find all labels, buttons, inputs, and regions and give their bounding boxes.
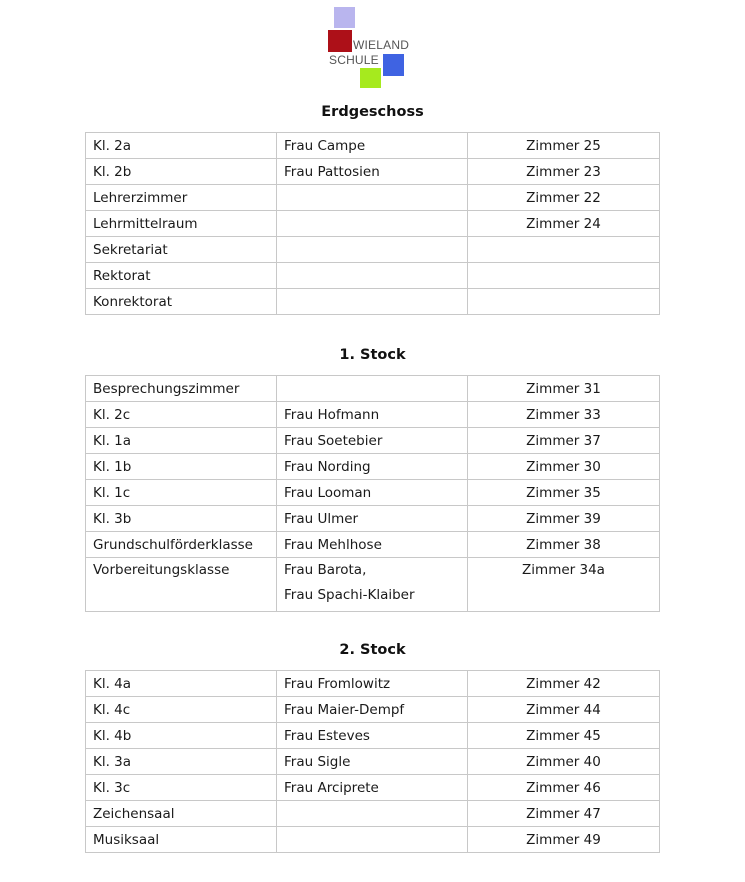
room-number-cell — [468, 263, 660, 289]
room-number-cell: Zimmer 44 — [468, 697, 660, 723]
logo-green-square — [360, 68, 381, 88]
table-row — [86, 428, 660, 454]
table-row — [86, 532, 660, 558]
room-number-cell: Zimmer 23 — [468, 159, 660, 185]
teacher-cell: Frau Maier-Dempf — [277, 697, 468, 723]
table-row — [86, 697, 660, 723]
room-number-cell: Zimmer 42 — [468, 671, 660, 697]
table-row — [86, 211, 660, 237]
teacher-cell — [277, 801, 468, 827]
room-number-cell: Zimmer 40 — [468, 749, 660, 775]
room-cell: Lehrmittelraum — [86, 211, 277, 237]
table-row — [86, 723, 660, 749]
logo-text-schule: SCHULE — [329, 53, 379, 67]
room-table-ground — [85, 132, 660, 315]
room-cell: Kl. 1b — [86, 454, 277, 480]
floor-heading-second: 2. Stock — [339, 642, 406, 658]
room-table-second — [85, 670, 660, 853]
table-row — [86, 775, 660, 801]
teacher-cell — [277, 376, 468, 402]
teacher-cell: Frau Sigle — [277, 749, 468, 775]
table-row — [86, 133, 660, 159]
room-cell: Kl. 3b — [86, 506, 277, 532]
logo-red-square — [328, 30, 352, 52]
room-cell: Kl. 4a — [86, 671, 277, 697]
teacher-cell: Frau Campe — [277, 133, 468, 159]
teacher-cell: Frau Ulmer — [277, 506, 468, 532]
room-number-cell: Zimmer 45 — [468, 723, 660, 749]
room-number-cell: Zimmer 39 — [468, 506, 660, 532]
table-row — [86, 827, 660, 853]
table-row — [86, 454, 660, 480]
table-row — [86, 558, 660, 612]
room-number-cell: Zimmer 24 — [468, 211, 660, 237]
room-number-cell — [468, 237, 660, 263]
teacher-cell: Frau Mehlhose — [277, 532, 468, 558]
room-number-cell: Zimmer 33 — [468, 402, 660, 428]
room-cell: Grundschulförderklasse — [86, 532, 277, 558]
room-cell: Kl. 2c — [86, 402, 277, 428]
teacher-cell — [277, 263, 468, 289]
teacher-name: Frau Barota, — [284, 562, 367, 578]
teacher-cell — [277, 237, 468, 263]
room-cell: Zeichensaal — [86, 801, 277, 827]
room-cell: Sekretariat — [86, 237, 277, 263]
room-cell: Rektorat — [86, 263, 277, 289]
room-number-cell: Zimmer 35 — [468, 480, 660, 506]
table-row — [86, 237, 660, 263]
teacher-cell: Frau Nording — [277, 454, 468, 480]
table-row — [86, 159, 660, 185]
room-number-cell: Zimmer 22 — [468, 185, 660, 211]
floor-heading-ground: Erdgeschoss — [321, 104, 424, 120]
table-row — [86, 402, 660, 428]
room-cell: Kl. 3a — [86, 749, 277, 775]
table-row — [86, 376, 660, 402]
room-cell: Kl. 1c — [86, 480, 277, 506]
teacher-cell — [277, 185, 468, 211]
table-row — [86, 263, 660, 289]
room-number-cell: Zimmer 46 — [468, 775, 660, 801]
logo-blue-square — [383, 54, 404, 76]
school-logo — [327, 4, 419, 90]
room-number-cell: Zimmer 31 — [468, 376, 660, 402]
table-row — [86, 506, 660, 532]
room-cell: Besprechungszimmer — [86, 376, 277, 402]
room-cell: Musiksaal — [86, 827, 277, 853]
room-cell: Kl. 2b — [86, 159, 277, 185]
room-number-cell — [468, 558, 660, 612]
room-number-cell: Zimmer 38 — [468, 532, 660, 558]
room-cell: Kl. 4c — [86, 697, 277, 723]
logo-text-wieland: WIELAND — [353, 38, 410, 52]
room-label: Vorbereitungsklasse — [93, 562, 230, 578]
room-cell: Kl. 2a — [86, 133, 277, 159]
teacher-cell: Frau Hofmann — [277, 402, 468, 428]
room-number-cell: Zimmer 37 — [468, 428, 660, 454]
room-cell: Lehrerzimmer — [86, 185, 277, 211]
teacher-cell: Frau Soetebier — [277, 428, 468, 454]
room-table-first — [85, 375, 660, 612]
teacher-cell — [277, 827, 468, 853]
room-cell: Kl. 3c — [86, 775, 277, 801]
teacher-cell: Frau Pattosien — [277, 159, 468, 185]
table-row — [86, 749, 660, 775]
table-row — [86, 671, 660, 697]
room-cell — [86, 558, 277, 612]
room-number-label: Zimmer 34a — [522, 562, 605, 578]
room-cell: Kl. 1a — [86, 428, 277, 454]
room-number-cell — [468, 289, 660, 315]
logo-lavender-square — [334, 7, 355, 28]
room-number-cell: Zimmer 49 — [468, 827, 660, 853]
room-cell: Kl. 4b — [86, 723, 277, 749]
table-row — [86, 185, 660, 211]
room-number-cell: Zimmer 47 — [468, 801, 660, 827]
teacher-cell — [277, 211, 468, 237]
table-row — [86, 480, 660, 506]
teacher-cell: Frau Esteves — [277, 723, 468, 749]
teacher-cell: Frau Arciprete — [277, 775, 468, 801]
teacher-cell — [277, 289, 468, 315]
room-number-cell: Zimmer 30 — [468, 454, 660, 480]
teacher-name-second: Frau Spachi-Klaiber — [284, 587, 415, 603]
teacher-cell: Frau Looman — [277, 480, 468, 506]
room-cell: Konrektorat — [86, 289, 277, 315]
floor-heading-first: 1. Stock — [339, 347, 406, 363]
teacher-cell: Frau Fromlowitz — [277, 671, 468, 697]
table-row — [86, 289, 660, 315]
teacher-cell — [277, 558, 468, 612]
room-number-cell: Zimmer 25 — [468, 133, 660, 159]
table-row — [86, 801, 660, 827]
